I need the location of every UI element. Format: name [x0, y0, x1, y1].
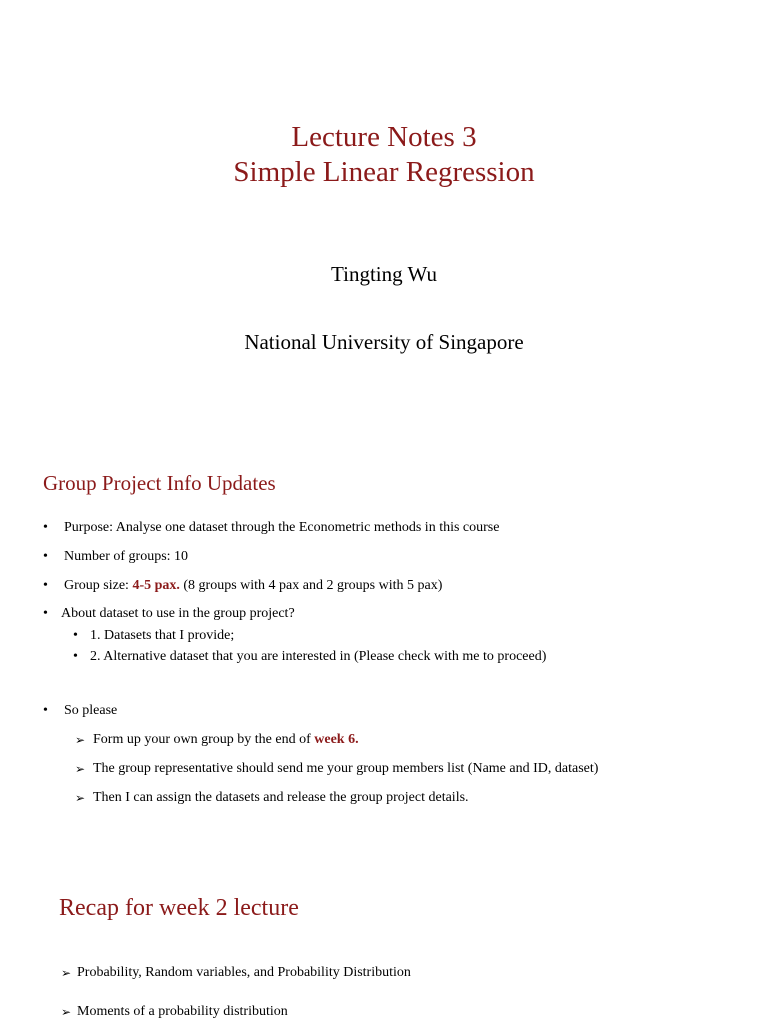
recap-heading: Recap for week 2 lecture — [59, 895, 299, 921]
group-size-prefix: Group size: — [64, 578, 133, 593]
arrow-bullet-icon: ➢ — [61, 1005, 72, 1019]
title-line-2: Simple Linear Regression — [233, 156, 535, 188]
bullet-icon: • — [73, 628, 78, 643]
step-form-group-prefix: Form up your own group by the end of — [93, 732, 315, 747]
step-send-members-list-text: The group representative should send me your group members list (Name and ID, dataset) — [93, 761, 599, 776]
bullet-icon: • — [43, 549, 48, 564]
sub-bullet-alternative-dataset-text: 2. Alternative dataset that you are interested in (Please check with me to proceed) — [90, 649, 547, 664]
institution-name: National University of Singapore — [244, 330, 524, 354]
bullet-number-of-groups-text: Number of groups: 10 — [64, 549, 189, 564]
bullet-group-size-text — [64, 577, 442, 595]
step-form-group-text — [93, 731, 359, 749]
bullet-icon: • — [43, 703, 48, 718]
bullet-so-please-text: So please — [64, 703, 118, 718]
bullet-icon: • — [43, 606, 48, 621]
step-assign-datasets-text: Then I can assign the datasets and release the group project details. — [93, 790, 469, 805]
title-line-1: Lecture Notes 3 — [291, 121, 477, 153]
sub-bullet-datasets-provided-text: 1. Datasets that I provide; — [90, 628, 235, 643]
group-size-highlight: 4-5 pax. — [132, 578, 180, 593]
bullet-icon: • — [43, 520, 48, 535]
author-name: Tingting Wu — [331, 262, 437, 286]
recap-item-text: Probability, Random variables, and Probability Distribution — [77, 965, 411, 980]
recap-item-text: Moments of a probability distribution — [77, 1004, 288, 1019]
bullet-icon: • — [43, 578, 48, 593]
group-size-suffix: (8 groups with 4 pax and 2 groups with 5 pax) — [179, 578, 443, 593]
step-form-group-highlight: week 6. — [314, 732, 359, 747]
bullet-about-dataset-text: About dataset to use in the group project? — [61, 606, 295, 621]
arrow-bullet-icon: ➢ — [61, 966, 72, 980]
bullet-purpose-text: Purpose: Analyse one dataset through the Econometric methods in this course — [64, 520, 500, 535]
group-project-heading: Group Project Info Updates — [43, 471, 276, 495]
arrow-bullet-icon: ➢ — [75, 762, 86, 776]
bullet-icon: • — [73, 649, 78, 664]
arrow-bullet-icon: ➢ — [75, 733, 86, 747]
arrow-bullet-icon: ➢ — [75, 791, 86, 805]
